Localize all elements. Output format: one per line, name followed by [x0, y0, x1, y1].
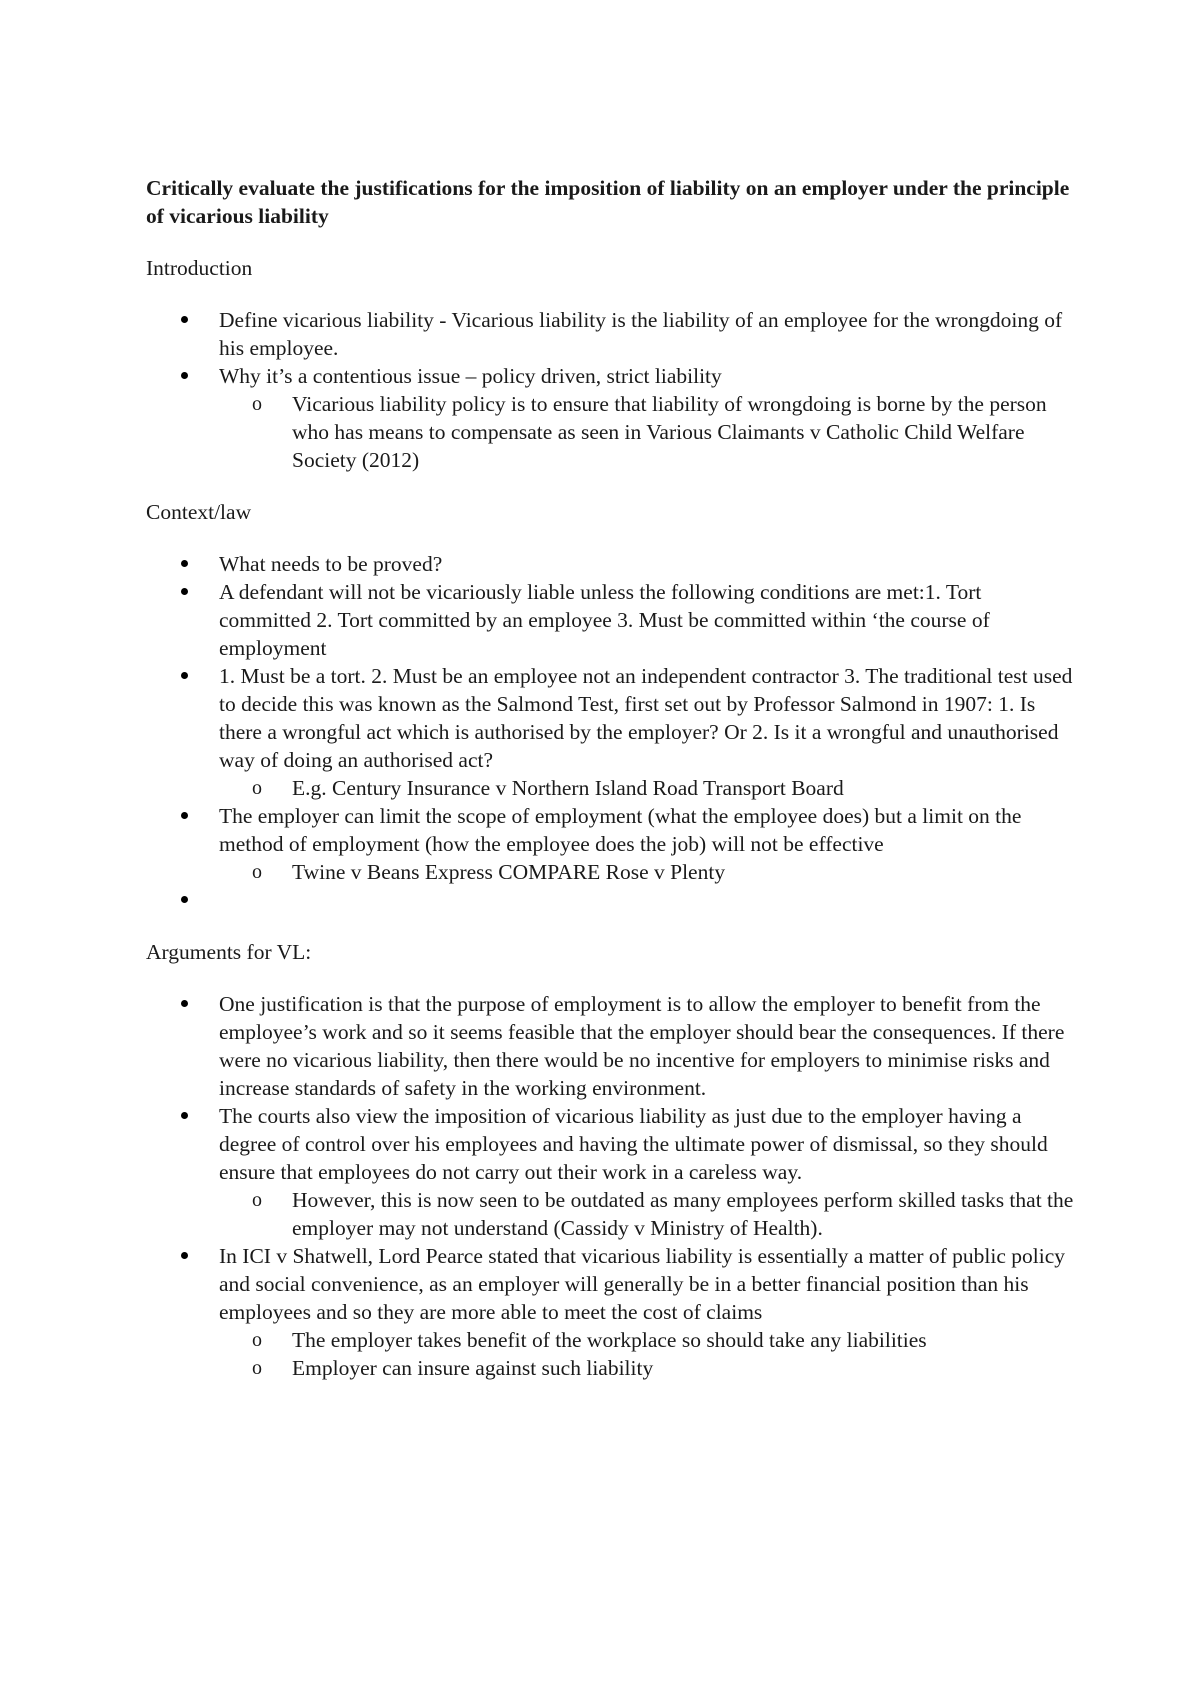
- circle-bullet-icon: o: [252, 1357, 262, 1379]
- sub-bullet-list: [219, 858, 1076, 886]
- bullet-item: [146, 1102, 1076, 1186]
- bullet-list: [146, 306, 1076, 474]
- sub-bullet-text: However, this is now seen to be outdated as many employees perform skilled tasks that the employer may not understand (Cassidy v Ministry of Health).: [292, 1188, 1074, 1240]
- bullet-text: The courts also view the imposition of vicarious liability as just due to the employer having a degree of control over his employees and having the ultimate power of dismissal, so they should ensure that employees do not carry out their work in a careless way.: [219, 1104, 1048, 1184]
- bullet-item: [146, 802, 1076, 858]
- sub-bullet-text: Vicarious liability policy is to ensure that liability of wrongdoing is borne by the person who has means to compensate as seen in Various Claimants v Catholic Child Welfare Society (2012): [292, 392, 1047, 472]
- sub-bullet-text: Employer can insure against such liability: [292, 1356, 654, 1380]
- sub-bullet-text: The employer takes benefit of the workplace so should take any liabilities: [292, 1328, 927, 1352]
- section-heading: Context/law: [146, 500, 252, 524]
- bullet-text: A defendant will not be vicariously liable unless the following conditions are met:1. Tort committed 2. Tort committed by an employee 3. Must be committed within ‘the course of employment: [219, 580, 990, 660]
- bullet-item: [146, 550, 1076, 578]
- document-sections: [146, 254, 1076, 1382]
- sub-bullet-item: [219, 390, 1076, 474]
- bullet-text: What needs to be proved?: [219, 552, 443, 576]
- bullet-icon: [181, 1000, 188, 1007]
- bullet-icon: [181, 588, 188, 595]
- sub-bullet-item: [219, 1186, 1076, 1242]
- bullet-item: [146, 886, 1076, 914]
- bullet-icon: [181, 672, 188, 679]
- bullet-text: The employer can limit the scope of employment (what the employee does) but a limit on the method of employment (how the employee does the job) will not be effective: [219, 804, 1022, 856]
- bullet-item: [146, 306, 1076, 362]
- bullet-text: Define vicarious liability - Vicarious liability is the liability of an employee for the wrongdoing of his employee.: [219, 308, 1063, 360]
- document-body: [146, 174, 1076, 1406]
- bullet-icon: [181, 1252, 188, 1259]
- bullet-list: [146, 550, 1076, 914]
- sub-list-container: [146, 1186, 1076, 1242]
- bullet-text: One justification is that the purpose of employment is to allow the employer to benefit from the employee’s work and so it seems feasible that the employer should bear the consequences. If there were no vicarious liability, then there would be no incentive for employers to minimise risks and increase standards of safety in the working environment.: [219, 992, 1065, 1100]
- sub-bullet-item: [219, 1326, 1076, 1354]
- sub-bullet-text: E.g. Century Insurance v Northern Island Road Transport Board: [292, 776, 844, 800]
- bullet-text: In ICI v Shatwell, Lord Pearce stated that vicarious liability is essentially a matter of public policy and social convenience, as an employer will generally be in a better financial position than his employees and so they are more able to meet the cost of claims: [219, 1244, 1066, 1324]
- bullet-item: [146, 1242, 1076, 1326]
- sub-list-container: [146, 858, 1076, 886]
- sub-bullet-list: [219, 390, 1076, 474]
- sub-bullet-list: [219, 1186, 1076, 1242]
- bullet-icon: [181, 1112, 188, 1119]
- section-heading: Introduction: [146, 256, 253, 280]
- sub-bullet-item: [219, 774, 1076, 802]
- sub-bullet-text: Twine v Beans Express COMPARE Rose v Plenty: [292, 860, 726, 884]
- bullet-icon: [181, 812, 188, 819]
- circle-bullet-icon: o: [252, 861, 262, 883]
- sub-list-container: [146, 1326, 1076, 1382]
- bullet-list: [146, 990, 1076, 1382]
- sub-list-container: [146, 390, 1076, 474]
- bullet-icon: [181, 560, 188, 567]
- circle-bullet-icon: o: [252, 1189, 262, 1211]
- bullet-text: Why it’s a contentious issue – policy driven, strict liability: [219, 364, 722, 388]
- bullet-icon: [181, 316, 188, 323]
- sub-bullet-list: [219, 774, 1076, 802]
- bullet-item: [146, 990, 1076, 1102]
- bullet-item: [146, 578, 1076, 662]
- sub-bullet-item: [219, 1354, 1076, 1382]
- bullet-icon: [181, 896, 188, 903]
- sub-bullet-list: [219, 1326, 1076, 1382]
- bullet-text: 1. Must be a tort. 2. Must be an employee not an independent contractor 3. The traditional test used to decide this was known as the Salmond Test, first set out by Professor Salmond in 1907: 1. Is there a wrongful act which is authorised by the employer? Or 2. Is it a wrongful and unauthorised way of doing an authorised act?: [219, 664, 1073, 772]
- sub-list-container: [146, 774, 1076, 802]
- section-heading: Arguments for VL:: [146, 940, 312, 964]
- bullet-item: [146, 662, 1076, 774]
- circle-bullet-icon: o: [252, 393, 262, 415]
- bullet-icon: [181, 372, 188, 379]
- bullet-item: [146, 362, 1076, 390]
- circle-bullet-icon: o: [252, 777, 262, 799]
- circle-bullet-icon: o: [252, 1329, 262, 1351]
- sub-bullet-item: [219, 858, 1076, 886]
- document-title: Critically evaluate the justifications for the imposition of liability on an employer under the principle of vicarious liability: [146, 176, 1070, 228]
